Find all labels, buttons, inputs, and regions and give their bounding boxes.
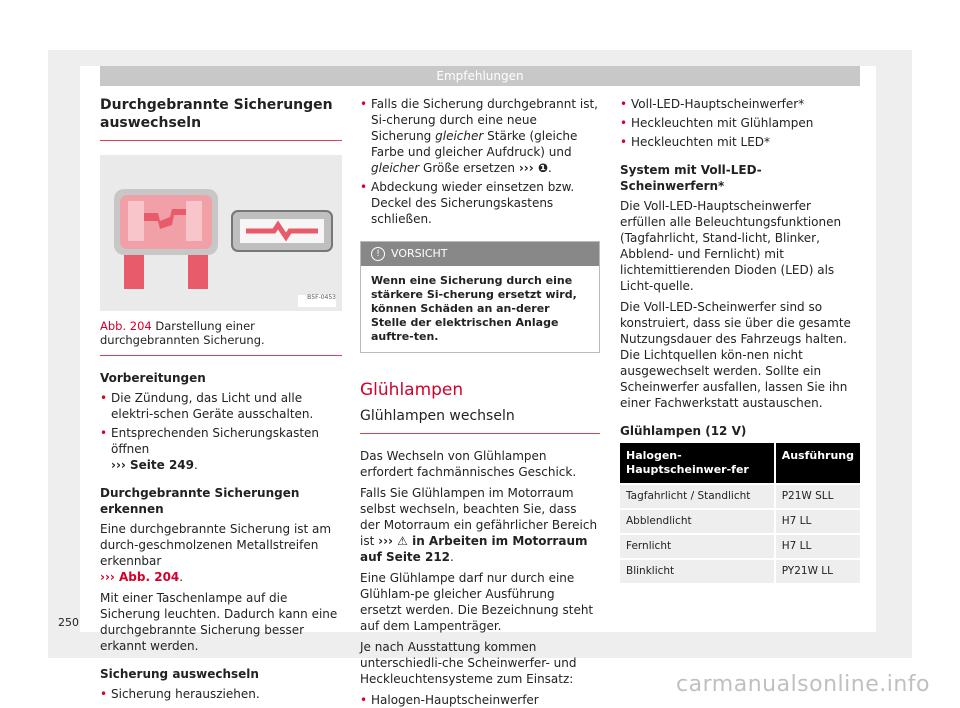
- table-heading: Glühlampen (12 V): [620, 424, 747, 438]
- table-col-headlamp: Halogen-Hauptscheinwer-fer: [620, 443, 775, 484]
- bulb-paragraph-4: Je nach Ausstattung kommen unterschiedli-che Scheinwerfer- und Heckleuchtensysteme zum Einsatz:: [360, 640, 577, 686]
- detect-heading: Durchgebrannte Sicherungen erkennen: [100, 486, 300, 516]
- system-item-rear-led: [620, 134, 860, 150]
- bulb-table: [620, 443, 860, 583]
- system-item-rear-bulb-text: Heckleuchten mit Glühlampen: [631, 116, 814, 130]
- chapter-title: Glühlampen: [360, 380, 464, 400]
- caption-text: Darstellung einer durchgebrannten Sicherung.: [100, 319, 265, 347]
- engine-ref-link[interactable]: ››› ⚠ in Arbeiten im Motorraum auf Seite 212: [360, 534, 588, 564]
- system-item-halogen-text: Halogen-Hauptscheinwerfer: [371, 693, 539, 707]
- table-row: [620, 559, 860, 583]
- cover-step: [360, 179, 600, 227]
- fuse-leg-left: [128, 201, 144, 241]
- figure-caption: [100, 311, 342, 356]
- replace-item-text: Sicherung herausziehen.: [111, 687, 260, 701]
- figure-ref-link[interactable]: ››› Abb. 204: [100, 570, 180, 584]
- subsection-title: Glühlampen wechseln: [360, 407, 600, 434]
- fuse-illustration: [100, 155, 342, 311]
- prep-item-2-text: Entsprechenden Sicherungskasten öffnen: [111, 426, 320, 456]
- table-cell: Fernlicht: [620, 534, 775, 559]
- info-icon: !: [371, 247, 385, 261]
- step-text-a: Falls die Sicherung durchgebrannt ist, Si-cherung durch eine neue Sicherung: [371, 97, 598, 143]
- caution-body: Wenn eine Sicherung durch eine stärkere Si-cherung ersetzt wird, können Schäden an an-derer Stelle der elektrischen Anlage auftre-ten.: [371, 274, 577, 343]
- system-item-rear-bulb: [620, 115, 860, 131]
- led-heading: System mit Voll-LED-Scheinwerfern*: [620, 163, 762, 193]
- watermark: carmanualsonline.info: [676, 672, 930, 697]
- bulb-paragraph-1: Das Wechseln von Glühlampen erfordert fachmännisches Geschick.: [360, 449, 577, 479]
- table-row: [620, 534, 860, 559]
- table-cell: H7 LL: [775, 509, 860, 534]
- detect-paragraph-1: Eine durchgebrannte Sicherung ist am durch-geschmolzenen Metallstreifen erkennbar ››› Abb. 204.: [100, 522, 332, 584]
- table-cell: Tagfahrlicht / Standlicht: [620, 484, 775, 509]
- table-cell: H7 LL: [775, 534, 860, 559]
- table-header-row: [620, 443, 860, 484]
- prep-item-1-text: Die Zündung, das Licht und alle elektri-schen Geräte ausschalten.: [111, 391, 314, 421]
- step-italic-2: gleicher: [371, 161, 420, 175]
- table-cell: P21W SLL: [775, 484, 860, 509]
- table-cell: Blinklicht: [620, 559, 775, 583]
- page-number: 250: [58, 616, 79, 629]
- fuse-pin-left: [124, 255, 144, 289]
- header-bar: Empfehlungen: [100, 66, 860, 86]
- bulb-paragraph-2: Falls Sie Glühlampen im Motorraum selbst wechseln, beachten Sie, dass der Motorraum ein gefährlicher Bereich ist ››› ⚠ in Arbeiten im Motorraum auf Seite 212.: [360, 486, 598, 564]
- system-item-led: [620, 96, 860, 112]
- prep-heading: Vorbereitungen: [100, 371, 206, 385]
- section-title: Durchgebrannte Sicherungen auswechseln: [100, 96, 342, 141]
- caution-box: [360, 241, 600, 353]
- replace-step: • Falls die Sicherung durchgebrannt ist, Si-cherung durch eine neue Sicherung gleicher Stärke (gleiche Farbe und gleicher Aufdruck) und gleicher Größe ersetzen ››› ❶.: [360, 96, 600, 176]
- bulb-paragraph-3: Eine Glühlampe darf nur durch eine Glühlam-pe gleicher Ausführung ersetzt werden. Die Bezeichnung steht auf dem Lampenträger.: [360, 571, 594, 633]
- table-col-type: Ausführung: [775, 443, 860, 484]
- replace-heading: Sicherung auswechseln: [100, 667, 259, 681]
- system-item-led-text: Voll-LED-Hauptscheinwerfer*: [631, 97, 805, 111]
- fuse-leg-right: [186, 201, 202, 241]
- detect-paragraph-2: Mit einer Taschenlampe auf die Sicherung leuchten. Dadurch kann eine durchgebrannte Sicherung besser erkannt werden.: [100, 591, 338, 653]
- caution-ref-link[interactable]: ››› ❶: [518, 161, 549, 175]
- table-row: [620, 509, 860, 534]
- cover-step-text: Abdeckung wieder einsetzen bzw. Deckel des Sicherungskastens schließen.: [371, 180, 575, 226]
- caution-header: [361, 242, 599, 266]
- figure-code: B5F-0453: [307, 294, 336, 301]
- column-right: [620, 96, 860, 583]
- step-italic-1: gleicher: [435, 129, 484, 143]
- table-cell: Abblendlicht: [620, 509, 775, 534]
- caption-number: Abb. 204: [100, 319, 152, 333]
- step-text-c: Größe ersetzen: [423, 161, 516, 175]
- step-text-b: Stärke (gleiche Farbe und gleicher Aufdruck) und: [371, 129, 578, 159]
- prep-item-2: • Entsprechenden Sicherungskasten öffnen ››› Seite 249.: [100, 425, 342, 473]
- table-row: [620, 484, 860, 509]
- fuse-figure: [100, 155, 342, 311]
- prep-ref-link[interactable]: ››› Seite 249: [111, 458, 195, 472]
- system-item-rear-led-text: Heckleuchten mit LED*: [631, 135, 771, 149]
- column-left: [100, 96, 342, 705]
- column-middle: [360, 96, 600, 708]
- fuse-pin-right: [188, 255, 208, 289]
- prep-item-1: [100, 390, 342, 422]
- led-paragraph-1: Die Voll-LED-Hauptscheinwerfer erfüllen alle Beleuchtungsfunktionen (Tagfahrlicht, Stand-licht, Blinker, Abblend- und Fernlicht) mit lichtemittierenden Dioden (LED) als Licht-quelle.: [620, 199, 842, 293]
- bulb-paragraph-2-text: Falls Sie Glühlampen im Motorraum selbst wechseln, beachten Sie, dass der Motorraum ein gefährlicher Bereich ist: [360, 486, 598, 548]
- table-cell: PY21W LL: [775, 559, 860, 583]
- detect-text: Eine durchgebrannte Sicherung ist am durch-geschmolzenen Metallstreifen erkennbar: [100, 522, 332, 568]
- led-paragraph-2: Die Voll-LED-Scheinwerfer sind so konstruiert, dass sie über die gesamte Nutzungsdauer des Fahrzeugs halten. Die Lichtquellen kön-nen nicht ausgewechselt werden. Sollte ein Scheinwerfer ausfallen, lassen Sie ihn einer Fachwerkstatt austauschen.: [620, 300, 851, 410]
- caution-title: VORSICHT: [391, 247, 448, 260]
